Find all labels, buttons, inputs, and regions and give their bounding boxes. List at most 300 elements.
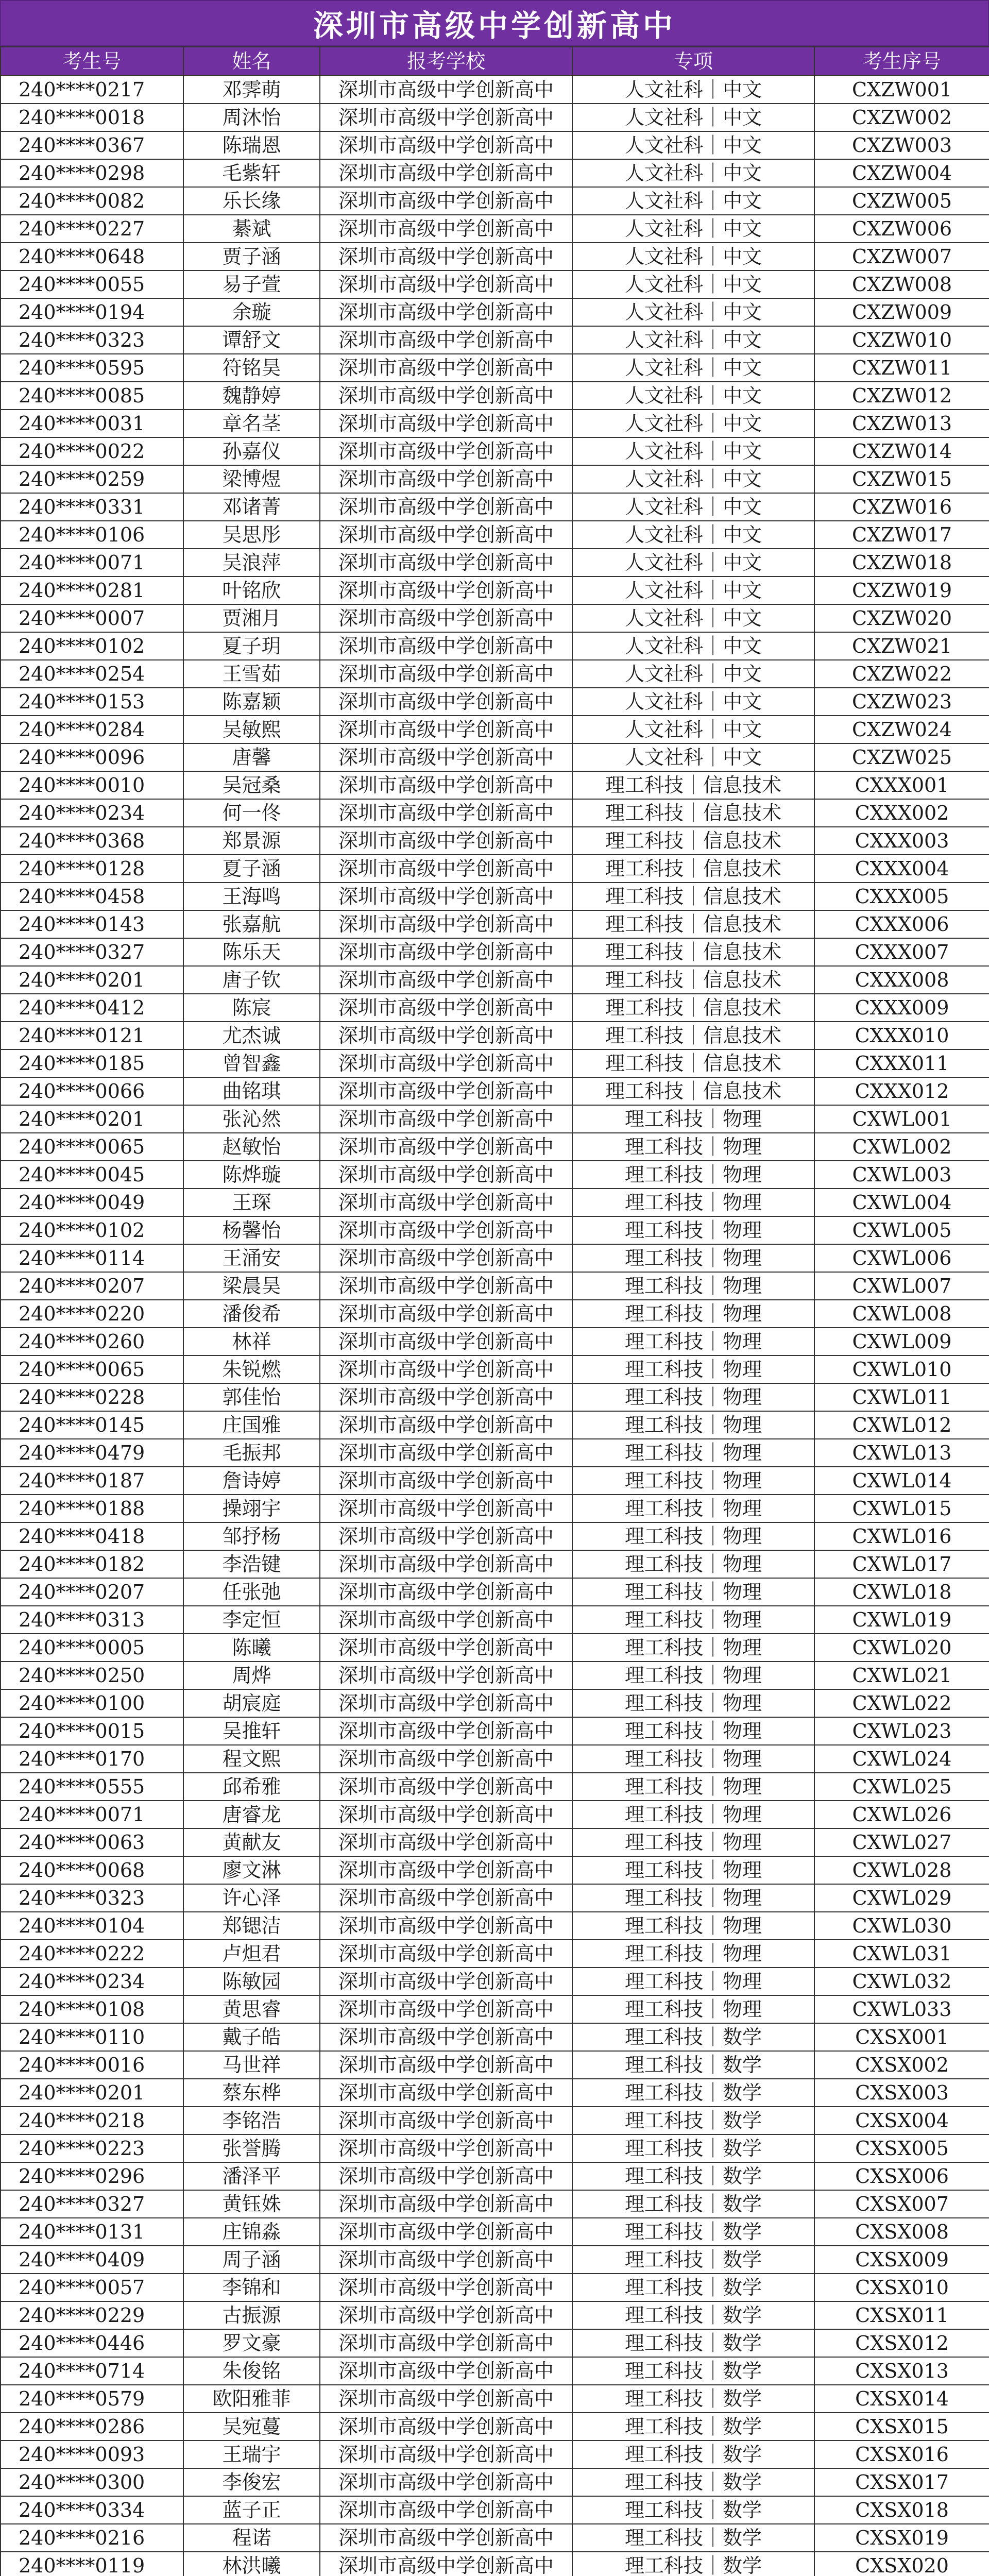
cell-major: 理工科技｜物理 — [572, 1745, 814, 1773]
cell-sequence-no: CXSX007 — [814, 2190, 989, 2218]
table-row — [1, 1578, 989, 1606]
cell-major: 理工科技｜数学 — [572, 2107, 814, 2134]
cell-sequence-no: CXSX015 — [814, 2413, 989, 2441]
table-row — [1, 2329, 989, 2357]
cell-sequence-no: CXSX020 — [814, 2552, 989, 2576]
cell-major: 人文社科｜中文 — [572, 549, 814, 577]
cell-major: 人文社科｜中文 — [572, 159, 814, 187]
cell-major: 理工科技｜数学 — [572, 2079, 814, 2107]
cell-sequence-no: CXWL021 — [814, 1662, 989, 1689]
cell-sequence-no: CXZW025 — [814, 743, 989, 771]
table-row — [1, 76, 989, 104]
cell-sequence-no: CXWL027 — [814, 1828, 989, 1856]
cell-major: 人文社科｜中文 — [572, 660, 814, 688]
cell-school: 深圳市高级中学创新高中 — [320, 354, 572, 382]
cell-candidate-no: 240****0281 — [1, 577, 183, 604]
cell-name: 尤杰诚 — [183, 1022, 320, 1049]
cell-school: 深圳市高级中学创新高中 — [320, 2107, 572, 2134]
table-row — [1, 1161, 989, 1189]
cell-sequence-no: CXWL010 — [814, 1355, 989, 1383]
cell-sequence-no: CXSX006 — [814, 2162, 989, 2190]
table-row — [1, 187, 989, 215]
cell-major: 理工科技｜物理 — [572, 1773, 814, 1801]
table-row — [1, 1995, 989, 2023]
cell-name: 卢炟君 — [183, 1940, 320, 1968]
cell-school: 深圳市高级中学创新高中 — [320, 1968, 572, 1995]
table-row — [1, 1550, 989, 1578]
table-row — [1, 1300, 989, 1328]
cell-name: 陈嘉颖 — [183, 688, 320, 716]
cell-major: 人文社科｜中文 — [572, 632, 814, 660]
cell-name: 郑锶洁 — [183, 1912, 320, 1940]
cell-school: 深圳市高级中学创新高中 — [320, 1022, 572, 1049]
table-row — [1, 688, 989, 716]
cell-candidate-no: 240****0334 — [1, 2496, 183, 2524]
header-sequence-no: 考生序号 — [814, 47, 989, 76]
cell-major: 理工科技｜信息技术 — [572, 1049, 814, 1077]
cell-sequence-no: CXZW012 — [814, 382, 989, 410]
table-body — [1, 76, 989, 2576]
table-row — [1, 1801, 989, 1828]
cell-school: 深圳市高级中学创新高中 — [320, 2552, 572, 2576]
cell-candidate-no: 240****0018 — [1, 104, 183, 131]
table-row — [1, 1606, 989, 1634]
cell-major: 理工科技｜数学 — [572, 2023, 814, 2051]
cell-major: 理工科技｜数学 — [572, 2441, 814, 2468]
table-row — [1, 1717, 989, 1745]
table-row — [1, 2023, 989, 2051]
cell-major: 理工科技｜数学 — [572, 2552, 814, 2576]
cell-major: 理工科技｜数学 — [572, 2218, 814, 2246]
table-row — [1, 326, 989, 354]
cell-candidate-no: 240****0049 — [1, 1189, 183, 1216]
cell-name: 张沁然 — [183, 1105, 320, 1133]
cell-name: 邓霁萌 — [183, 76, 320, 104]
cell-candidate-no: 240****0201 — [1, 1105, 183, 1133]
cell-major: 理工科技｜数学 — [572, 2274, 814, 2301]
cell-candidate-no: 240****0234 — [1, 1968, 183, 1995]
cell-major: 理工科技｜数学 — [572, 2496, 814, 2524]
cell-sequence-no: CXZW024 — [814, 716, 989, 743]
cell-candidate-no: 240****0418 — [1, 1522, 183, 1550]
cell-name: 周子涵 — [183, 2246, 320, 2274]
table-row — [1, 243, 989, 270]
cell-major: 人文社科｜中文 — [572, 243, 814, 270]
cell-candidate-no: 240****0128 — [1, 855, 183, 883]
cell-major: 理工科技｜信息技术 — [572, 910, 814, 938]
cell-sequence-no: CXWL022 — [814, 1689, 989, 1717]
cell-major: 人文社科｜中文 — [572, 270, 814, 298]
cell-name: 李俊宏 — [183, 2468, 320, 2496]
table-row — [1, 632, 989, 660]
cell-major: 人文社科｜中文 — [572, 465, 814, 493]
cell-sequence-no: CXZW010 — [814, 326, 989, 354]
table-row — [1, 1328, 989, 1355]
cell-school: 深圳市高级中学创新高中 — [320, 549, 572, 577]
header-name: 姓名 — [183, 47, 320, 76]
cell-candidate-no: 240****0110 — [1, 2023, 183, 2051]
cell-school: 深圳市高级中学创新高中 — [320, 1912, 572, 1940]
cell-candidate-no: 240****0579 — [1, 2385, 183, 2413]
table-row — [1, 521, 989, 549]
cell-candidate-no: 240****0104 — [1, 1912, 183, 1940]
cell-sequence-no: CXZW014 — [814, 437, 989, 465]
table-row — [1, 771, 989, 799]
cell-candidate-no: 240****0300 — [1, 2468, 183, 2496]
cell-sequence-no: CXXX009 — [814, 994, 989, 1022]
cell-name: 程诺 — [183, 2524, 320, 2552]
page-title: 深圳市高级中学创新高中 — [0, 0, 989, 46]
cell-sequence-no: CXSX017 — [814, 2468, 989, 2496]
table-row — [1, 994, 989, 1022]
cell-candidate-no: 240****0228 — [1, 1383, 183, 1411]
cell-name: 王瑞宇 — [183, 2441, 320, 2468]
cell-name: 曾智鑫 — [183, 1049, 320, 1077]
cell-sequence-no: CXXX010 — [814, 1022, 989, 1049]
cell-school: 深圳市高级中学创新高中 — [320, 2524, 572, 2552]
table-row — [1, 938, 989, 966]
cell-name: 魏静婷 — [183, 382, 320, 410]
cell-school: 深圳市高级中学创新高中 — [320, 1411, 572, 1439]
cell-major: 理工科技｜信息技术 — [572, 1022, 814, 1049]
cell-major: 理工科技｜信息技术 — [572, 855, 814, 883]
cell-sequence-no: CXZW013 — [814, 410, 989, 437]
cell-sequence-no: CXZW011 — [814, 354, 989, 382]
cell-name: 夏子玥 — [183, 632, 320, 660]
cell-candidate-no: 240****0286 — [1, 2413, 183, 2441]
cell-sequence-no: CXXX011 — [814, 1049, 989, 1077]
cell-major: 理工科技｜数学 — [572, 2190, 814, 2218]
cell-name: 蓝子正 — [183, 2496, 320, 2524]
cell-school: 深圳市高级中学创新高中 — [320, 437, 572, 465]
cell-candidate-no: 240****0260 — [1, 1328, 183, 1355]
cell-sequence-no: CXSX012 — [814, 2329, 989, 2357]
cell-school: 深圳市高级中学创新高中 — [320, 1300, 572, 1328]
cell-major: 理工科技｜物理 — [572, 1161, 814, 1189]
cell-school: 深圳市高级中学创新高中 — [320, 243, 572, 270]
table-row — [1, 1216, 989, 1244]
cell-name: 李定恒 — [183, 1606, 320, 1634]
cell-candidate-no: 240****0446 — [1, 2329, 183, 2357]
cell-candidate-no: 240****0016 — [1, 2051, 183, 2079]
cell-candidate-no: 240****0298 — [1, 159, 183, 187]
table-row — [1, 1912, 989, 1940]
table-row — [1, 1133, 989, 1161]
cell-name: 王琛 — [183, 1189, 320, 1216]
cell-sequence-no: CXSX003 — [814, 2079, 989, 2107]
cell-sequence-no: CXWL004 — [814, 1189, 989, 1216]
cell-name: 邓诸菁 — [183, 493, 320, 521]
table-row — [1, 1745, 989, 1773]
table-row — [1, 2079, 989, 2107]
cell-candidate-no: 240****0055 — [1, 270, 183, 298]
cell-major: 人文社科｜中文 — [572, 298, 814, 326]
cell-candidate-no: 240****0145 — [1, 1411, 183, 1439]
cell-candidate-no: 240****0114 — [1, 1244, 183, 1272]
table-row — [1, 2385, 989, 2413]
cell-sequence-no: CXWL031 — [814, 1940, 989, 1968]
cell-major: 理工科技｜信息技术 — [572, 938, 814, 966]
cell-school: 深圳市高级中学创新高中 — [320, 2023, 572, 2051]
cell-major: 理工科技｜物理 — [572, 1439, 814, 1467]
cell-candidate-no: 240****0327 — [1, 2190, 183, 2218]
table-row — [1, 2413, 989, 2441]
table-row — [1, 799, 989, 827]
cell-school: 深圳市高级中学创新高中 — [320, 1495, 572, 1522]
cell-name: 黄思睿 — [183, 1995, 320, 2023]
cell-candidate-no: 240****0065 — [1, 1133, 183, 1161]
cell-major: 理工科技｜物理 — [572, 1133, 814, 1161]
cell-major: 理工科技｜物理 — [572, 1189, 814, 1216]
cell-candidate-no: 240****0063 — [1, 1828, 183, 1856]
cell-candidate-no: 240****0234 — [1, 799, 183, 827]
table-row — [1, 966, 989, 994]
cell-sequence-no: CXWL026 — [814, 1801, 989, 1828]
cell-candidate-no: 240****0201 — [1, 2079, 183, 2107]
cell-major: 人文社科｜中文 — [572, 76, 814, 104]
cell-school: 深圳市高级中学创新高中 — [320, 1828, 572, 1856]
table-row — [1, 604, 989, 632]
cell-sequence-no: CXWL005 — [814, 1216, 989, 1244]
cell-major: 理工科技｜物理 — [572, 1995, 814, 2023]
cell-candidate-no: 240****0119 — [1, 2552, 183, 2576]
cell-sequence-no: CXSX013 — [814, 2357, 989, 2385]
cell-name: 余璇 — [183, 298, 320, 326]
table-row — [1, 437, 989, 465]
cell-school: 深圳市高级中学创新高中 — [320, 855, 572, 883]
cell-candidate-no: 240****0217 — [1, 76, 183, 104]
cell-major: 人文社科｜中文 — [572, 716, 814, 743]
cell-major: 理工科技｜数学 — [572, 2162, 814, 2190]
cell-name: 章名茎 — [183, 410, 320, 437]
cell-candidate-no: 240****0284 — [1, 716, 183, 743]
cell-school: 深圳市高级中学创新高中 — [320, 159, 572, 187]
cell-candidate-no: 240****0327 — [1, 938, 183, 966]
cell-major: 理工科技｜信息技术 — [572, 883, 814, 910]
table-row — [1, 1383, 989, 1411]
cell-sequence-no: CXWL008 — [814, 1300, 989, 1328]
cell-school: 深圳市高级中学创新高中 — [320, 1467, 572, 1495]
cell-name: 符铭昊 — [183, 354, 320, 382]
cell-school: 深圳市高级中学创新高中 — [320, 1133, 572, 1161]
table-row — [1, 1049, 989, 1077]
cell-candidate-no: 240****0331 — [1, 493, 183, 521]
cell-candidate-no: 240****0071 — [1, 549, 183, 577]
cell-candidate-no: 240****0143 — [1, 910, 183, 938]
table-row — [1, 2552, 989, 2576]
table-row — [1, 1411, 989, 1439]
cell-name: 李锦和 — [183, 2274, 320, 2301]
cell-major: 人文社科｜中文 — [572, 743, 814, 771]
cell-school: 深圳市高级中学创新高中 — [320, 1189, 572, 1216]
table-row — [1, 215, 989, 243]
cell-candidate-no: 240****0479 — [1, 1439, 183, 1467]
cell-candidate-no: 240****0071 — [1, 1801, 183, 1828]
cell-candidate-no: 240****0045 — [1, 1161, 183, 1189]
cell-candidate-no: 240****0250 — [1, 1662, 183, 1689]
table-row — [1, 410, 989, 437]
cell-major: 人文社科｜中文 — [572, 493, 814, 521]
cell-school: 深圳市高级中学创新高中 — [320, 2301, 572, 2329]
cell-major: 理工科技｜物理 — [572, 1856, 814, 1884]
cell-school: 深圳市高级中学创新高中 — [320, 883, 572, 910]
cell-school: 深圳市高级中学创新高中 — [320, 104, 572, 131]
cell-candidate-no: 240****0595 — [1, 354, 183, 382]
cell-sequence-no: CXZW006 — [814, 215, 989, 243]
cell-sequence-no: CXSX001 — [814, 2023, 989, 2051]
cell-school: 深圳市高级中学创新高中 — [320, 1161, 572, 1189]
cell-school: 深圳市高级中学创新高中 — [320, 465, 572, 493]
cell-school: 深圳市高级中学创新高中 — [320, 1773, 572, 1801]
cell-sequence-no: CXSX018 — [814, 2496, 989, 2524]
cell-name: 吴思彤 — [183, 521, 320, 549]
table-row — [1, 1689, 989, 1717]
cell-sequence-no: CXXX003 — [814, 827, 989, 855]
cell-major: 理工科技｜物理 — [572, 1968, 814, 1995]
cell-sequence-no: CXWL006 — [814, 1244, 989, 1272]
cell-major: 理工科技｜物理 — [572, 1801, 814, 1828]
cell-sequence-no: CXSX014 — [814, 2385, 989, 2413]
cell-name: 周沐怡 — [183, 104, 320, 131]
cell-sequence-no: CXZW005 — [814, 187, 989, 215]
table-row — [1, 465, 989, 493]
cell-major: 理工科技｜物理 — [572, 1355, 814, 1383]
table-row — [1, 382, 989, 410]
cell-major: 理工科技｜信息技术 — [572, 827, 814, 855]
table-row — [1, 1189, 989, 1216]
cell-major: 人文社科｜中文 — [572, 382, 814, 410]
cell-name: 张誉腾 — [183, 2134, 320, 2162]
table-row — [1, 910, 989, 938]
cell-sequence-no: CXWL002 — [814, 1133, 989, 1161]
cell-major: 人文社科｜中文 — [572, 437, 814, 465]
cell-major: 理工科技｜信息技术 — [572, 994, 814, 1022]
cell-major: 理工科技｜物理 — [572, 1828, 814, 1856]
cell-name: 戴子皓 — [183, 2023, 320, 2051]
cell-name: 林祥 — [183, 1328, 320, 1355]
cell-major: 人文社科｜中文 — [572, 326, 814, 354]
table-row — [1, 883, 989, 910]
cell-name: 陈乐天 — [183, 938, 320, 966]
table-row — [1, 2162, 989, 2190]
header-major: 专项 — [572, 47, 814, 76]
cell-name: 綦斌 — [183, 215, 320, 243]
cell-major: 人文社科｜中文 — [572, 577, 814, 604]
cell-school: 深圳市高级中学创新高中 — [320, 270, 572, 298]
cell-major: 理工科技｜物理 — [572, 1272, 814, 1300]
cell-candidate-no: 240****0201 — [1, 966, 183, 994]
cell-candidate-no: 240****0229 — [1, 2301, 183, 2329]
cell-sequence-no: CXWL019 — [814, 1606, 989, 1634]
cell-sequence-no: CXWL001 — [814, 1105, 989, 1133]
table-row — [1, 2274, 989, 2301]
cell-candidate-no: 240****0194 — [1, 298, 183, 326]
cell-sequence-no: CXWL024 — [814, 1745, 989, 1773]
cell-candidate-no: 240****0170 — [1, 1745, 183, 1773]
cell-candidate-no: 240****0065 — [1, 1355, 183, 1383]
cell-name: 马世祥 — [183, 2051, 320, 2079]
table-row — [1, 1439, 989, 1467]
cell-major: 理工科技｜物理 — [572, 1495, 814, 1522]
cell-school: 深圳市高级中学创新高中 — [320, 1801, 572, 1828]
cell-candidate-no: 240****0412 — [1, 994, 183, 1022]
cell-school: 深圳市高级中学创新高中 — [320, 2079, 572, 2107]
cell-name: 蔡东桦 — [183, 2079, 320, 2107]
cell-major: 理工科技｜数学 — [572, 2051, 814, 2079]
cell-sequence-no: CXWL007 — [814, 1272, 989, 1300]
cell-name: 吴浪萍 — [183, 549, 320, 577]
cell-school: 深圳市高级中学创新高中 — [320, 966, 572, 994]
cell-sequence-no: CXWL016 — [814, 1522, 989, 1550]
cell-school: 深圳市高级中学创新高中 — [320, 716, 572, 743]
cell-candidate-no: 240****0323 — [1, 326, 183, 354]
table-row — [1, 2496, 989, 2524]
cell-school: 深圳市高级中学创新高中 — [320, 1355, 572, 1383]
cell-major: 人文社科｜中文 — [572, 187, 814, 215]
cell-major: 理工科技｜数学 — [572, 2468, 814, 2496]
cell-name: 欧阳雅菲 — [183, 2385, 320, 2413]
cell-major: 理工科技｜物理 — [572, 1717, 814, 1745]
cell-candidate-no: 240****0368 — [1, 827, 183, 855]
cell-candidate-no: 240****0187 — [1, 1467, 183, 1495]
cell-school: 深圳市高级中学创新高中 — [320, 1244, 572, 1272]
cell-name: 郭佳怡 — [183, 1383, 320, 1411]
cell-major: 理工科技｜物理 — [572, 1105, 814, 1133]
table-row — [1, 716, 989, 743]
cell-sequence-no: CXSX002 — [814, 2051, 989, 2079]
cell-major: 理工科技｜物理 — [572, 1689, 814, 1717]
cell-school: 深圳市高级中学创新高中 — [320, 2190, 572, 2218]
cell-name: 孙嘉仪 — [183, 437, 320, 465]
cell-name: 林洪曦 — [183, 2552, 320, 2576]
cell-school: 深圳市高级中学创新高中 — [320, 382, 572, 410]
cell-candidate-no: 240****0066 — [1, 1077, 183, 1105]
cell-sequence-no: CXZW016 — [814, 493, 989, 521]
cell-candidate-no: 240****0409 — [1, 2246, 183, 2274]
table-row — [1, 2246, 989, 2274]
cell-candidate-no: 240****0313 — [1, 1606, 183, 1634]
cell-major: 理工科技｜数学 — [572, 2329, 814, 2357]
cell-major: 人文社科｜中文 — [572, 410, 814, 437]
cell-name: 曲铭琪 — [183, 1077, 320, 1105]
cell-major: 理工科技｜信息技术 — [572, 1077, 814, 1105]
cell-name: 潘俊希 — [183, 1300, 320, 1328]
cell-school: 深圳市高级中学创新高中 — [320, 2496, 572, 2524]
cell-candidate-no: 240****0100 — [1, 1689, 183, 1717]
cell-candidate-no: 240****0222 — [1, 1940, 183, 1968]
cell-school: 深圳市高级中学创新高中 — [320, 2329, 572, 2357]
cell-name: 邱希雅 — [183, 1773, 320, 1801]
cell-candidate-no: 240****0220 — [1, 1300, 183, 1328]
cell-name: 谭舒文 — [183, 326, 320, 354]
cell-name: 詹诗婷 — [183, 1467, 320, 1495]
cell-name: 梁博煜 — [183, 465, 320, 493]
cell-name: 唐睿龙 — [183, 1801, 320, 1828]
cell-school: 深圳市高级中学创新高中 — [320, 326, 572, 354]
cell-sequence-no: CXSX011 — [814, 2301, 989, 2329]
cell-name: 黄献友 — [183, 1828, 320, 1856]
table-row — [1, 104, 989, 131]
cell-school: 深圳市高级中学创新高中 — [320, 187, 572, 215]
table-row — [1, 2301, 989, 2329]
cell-school: 深圳市高级中学创新高中 — [320, 1856, 572, 1884]
cell-name: 朱俊铭 — [183, 2357, 320, 2385]
cell-candidate-no: 240****0182 — [1, 1550, 183, 1578]
cell-sequence-no: CXSX019 — [814, 2524, 989, 2552]
cell-name: 罗文豪 — [183, 2329, 320, 2357]
table-row — [1, 1355, 989, 1383]
cell-sequence-no: CXZW019 — [814, 577, 989, 604]
